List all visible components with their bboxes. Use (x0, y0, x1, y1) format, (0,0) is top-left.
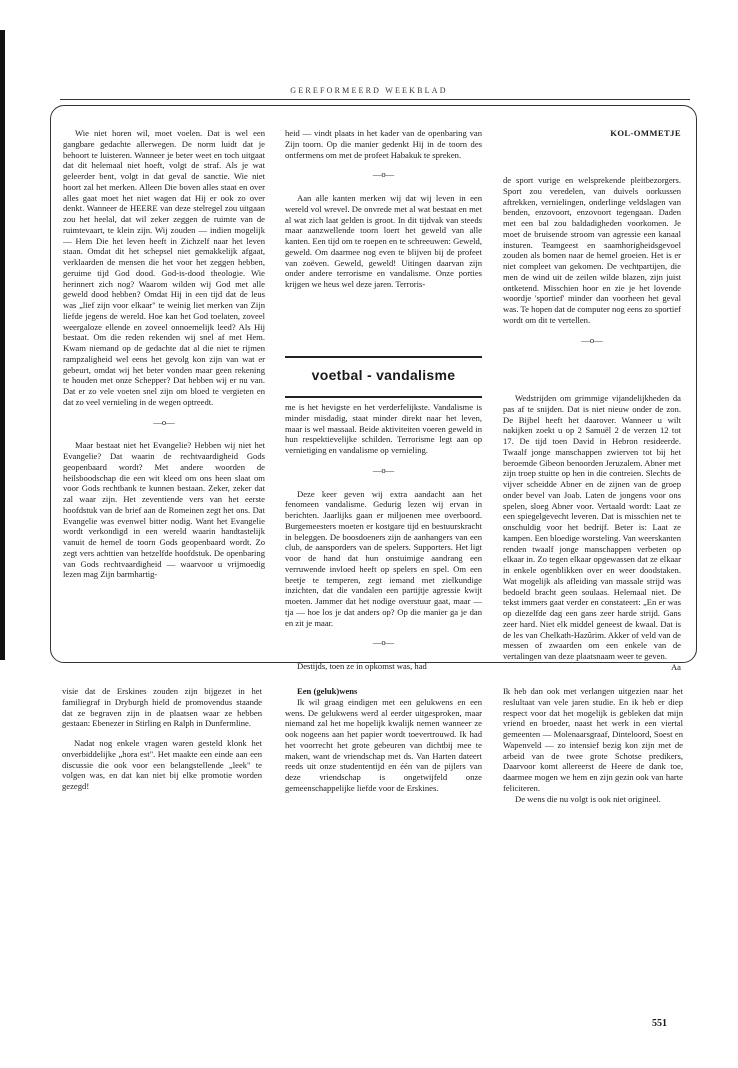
paragraph: de sport vurige en welsprekende pleitbezorgers. Sport zou veredelen, van duivels oorkussen aftrekken, vernielingen, onderlinge veldslagen van benden, enzovoort, enzovoort tegengaan. Daden met een bal zou baldadigheden voorkomen. Je moet de bruisende stroom van agressie een kanaal insturen. Teamgeest en saamhorigheidsgevoel zouden als bomen naar de hemel groeien. Het is er niet compleet van gekomen. De vechtpartijen, die men de wind uit de zeilen wilde blazen, zijn juist ontketend. Misschien hoor en zie je het lovende woordje 'sportief' minder dan voorheen het geval was. Te hopen dat de computer nog eens zo sportief wordt om dit te vertellen. (503, 175, 681, 325)
paragraph: me is het hevigste en het verderfelijkste. Vandalisme is minder misdadig, staat minder direkt naar het leven, maar is wel massaal. Beide aktiviteiten voeren geweld in hun respektievelijke schilden. Terrorisme legt aan op vernietiging en vandalisme op vernieling. (285, 402, 482, 455)
separator: —o— (372, 637, 395, 648)
paragraph: visie dat de Erskines zouden zijn bijgezet in het familiegraf in Dryburgh hield de promovendus staande dat ze begraven zijn in de plaatsen waar ze hebben gestaan: Ebenezer in Stirling en Ralph in Dunfermline. (62, 686, 262, 729)
paragraph: heid — vindt plaats in het kader van de openbaring van Zijn toorn. Op die manier gedenkt Hij in de toorn des ontfermens om met de profeet Habakuk te spreken. (285, 128, 482, 160)
header-rule (60, 99, 690, 100)
paragraph: Deze keer geven wij extra aandacht aan het fenomeen vandalisme. Gedurig lezen wij ervan in berichten. Jaarlijks gaan er miljoenen mee overboord. Burgemeesters moeten er kostgare tijd en bestuurskracht in beleggen. De boosdoeners zijn de aanhangers van een club, de aansporders van de spelers. Supporters. Het ligt voor de hand dat hun onstuimige aandrang een verruwende invloed heeft op spelers en spel. Om een beetje te temperen, zegt iemand met zielkundige inzichten, dat die vandalen een partijtje agressie kwijt moeten. Jammer dat het nodige overstuur gaat, maar — tja — hoe los je dat anders op? Op die manier ga je dan en zit je maar. (285, 488, 482, 628)
scan-edge-bar (0, 30, 5, 660)
lower-column-3 (503, 686, 683, 804)
paragraph: Maar bestaat niet het Evangelie? Hebben wij niet het Evangelie? Dat waarin de rechtvaardigheid Gods geopenbaard wordt? Met andere woorden de heilsboodschap die een wit kleed om ons heen slaat om voor Gods rechtbank te kunnen bestaan. Zeker, zeker dat zal waar zijn. Het zeventiende vers van het eerste hoofdstuk van de brief aan de Romeinen zegt het ons. Dat Evangelie was evenwel bitter nodig. Want het Evangelie wordt verkondigd in een wereld waarin handtastelijk vanuit de hemel de toorn Gods geopenbaard wordt. Zo zegt vers achttien van hetzelfde hoofdstuk. De openbaring van Gods rechtvaardigheid — waarvoor u vrijmoedig lezen mag Zijn barmhartig- (63, 440, 265, 580)
paragraph: Wie niet horen wil, moet voelen. Dat is wel een gangbare gedachte allerwegen. De norm luidt dat je behoort te luisteren. Wanneer je beter weet en toch uitgaat dat dit helemaal niet hoeft, volgt de straf. Als je wat geleerder bent, volgt in dat geval de sanctie. Wie niet hoort zal het merken. Alleen Die boven alles staat en over alles gaat moet het niet wagen dat Hij er ook zo over denkt. Wanneer de HEERE van deze stelregel zou uitgaan zou het heelal, dat wil zeker zeggen de ruimte van de ruimtevaart, te klein zijn. Wij zouden — indien mogelijk — Hem Die het leven heeft in Zichzelf naar het leven staan. Omdat dit het schepsel niet gemakkelijk afgaat, verklaarden de mensen die het voor het zeggen hebben, geruime tijd God dood. God-is-dood theologie. Wie herinnert zich nog? Waarom wilden wij God met alle geweld dood hebben? Omdat Hij in een tijd dat de leus was „lief zijn voor elkaar" te weinig liet merken van Zijn liefde jegens de wereld. Hoe kan het God toelaten, zoveel weergaloze ellende en zoveel onnoemelijk leed? Als Hij bestaat. Om die reden rekenden wij snel af met Hem. Kwam niemand op de gedachte dat al die niet te rijmen rampzaligheid wel eens het gevolg kon zijn van wat er gebeurt, omdat wij het beter vonden maar geen rekening te houden met onze Schepper? Dat hebben wij er nu van. Dat er zo vele voeten snel zijn om bloed te vergieten en dat zo veel vernieling in de wegen optreedt. (63, 128, 265, 407)
paragraph: Aan alle kanten merken wij dat wij leven in een wereld vol wrevel. De onvrede met al wat bestaat en met al wat zich laat gelden is groot. In dit tijdvak van steeds maar aanzwellende toorn loert het geweld van alle kanten. Een tijd om te roepen en te schreeuwen: Geweld, geweld. Om daarmee nog even te blijven bij de profeet van zoëven. Geweld, geweld! Uitingen daarvan zijn onder andere terrorisme en vandalisme. Onze porties krijgen we heus wel deze jaren. Terroris- (285, 193, 482, 289)
article-title: voetbal - vandalisme (311, 367, 456, 383)
paragraph: Destijds, toen ze in opkomst was, had (297, 661, 427, 671)
separator: —o— (372, 169, 395, 180)
running-header: GEREFORMEERD WEEKBLAD (290, 86, 448, 95)
column-3 (503, 175, 681, 358)
column-2 (285, 128, 482, 290)
column-2-continued (285, 402, 482, 672)
paragraph: De wens die nu volgt is ook niet origineel. (515, 793, 661, 804)
separator: —o— (372, 464, 395, 475)
continued-marker: Aa (670, 661, 681, 672)
column-3-continued (503, 393, 681, 673)
paragraph: Nadat nog enkele vragen waren gesteld klonk het onverbiddelijke „hora est". Het maakte een einde aan een discussie die ook voor een belangstellende „leek" te volgen was, en dat kan niet bij elke promotie worden gezegd! (62, 738, 262, 791)
lower-column-1 (62, 686, 262, 792)
paragraph (503, 393, 681, 672)
article-title-box (285, 356, 482, 398)
paragraph: Ik heb dan ook met verlangen uitgezien naar het reslultaat van vele jaren studie. En ik heb er diep respect voor dat het mogelijk is gebleken dat mijn vriend en broeder, naast het werk in een viertal gemeenten — Molenaarsgraaf, Dinteloord, Soest en Wapenveld — zo intensief bezig kon zijn met de arbeid van de twee grote Schotse predikers, Daarvoor komt allereerst de Heere de dank toe, daarmee mogen we hem en zijn gezin ook van harte feliciteren. (503, 686, 683, 793)
page-number: 551 (652, 1018, 667, 1029)
column-1 (63, 128, 265, 580)
lower-column-2 (285, 686, 482, 794)
separator: —o— (153, 416, 175, 427)
section-heading: Een (geluk)wens (297, 686, 358, 696)
column-label: KOL-OMMETJE (610, 128, 681, 138)
separator: —o— (581, 334, 603, 345)
paragraph: Ik wil graag eindigen met een gelukwens en een wens. De gelukwens werd al eerder uitgesproken, maar niemand zal het me hopelijk kwalijk nemen wanneer ze ook nogeens aan het papier wordt toevertrouwd. Ik had het voorrecht het grote gebeuren van dichtbij mee te maken, want de vriendschap met ds. Van Harten dateert reeds uit onze studententijd en één van de pijlers van deze vriendschap is ongetwijfeld onze gemeenschappelijke liefde voor de Erskines. (285, 696, 482, 793)
paragraph-text: Wedstrijden om grimmige vijandelijkheden da pas af te snijden. Dat is niet nieuw onder de zon. De Bijbel heeft het daarover. Wanneer u wilt nakijken zoekt u op 2 Samuël 2 de verzen 12 tot 17. De tijd toen David in Hebron resideerde. Twaalf jonge manschappen zwierven tot bij het beroemde Gibeon benoorden Jeruzalem. Abner met zijn troep stuitte op hen in die contreien. Slechts de vijver scheidde Abner en de zijnen van de groep onder bevel van Joab. Laten de jongens voor ons spelen, sloeg Abner voor. Vertaald wordt: Laat ze een spiegelgevecht leveren. Dat is misschien net te onschuldig voor het bedrijf. Beter is: Laat ze kampen. Een bloedige worsteling. Van weerskanten renden twaalf jonge manschappen verbeten op elkaar in. Zo tegen elkaar opgewassen dat ze elkaar in enkele ogenblikken over en weer doodstaken. Wat mogelijk als afleiding van massale strijd was bedoeld bracht geen soulaas. Helemaal niet. De tekst immers gaat verder en constateert: „En er was op diezelfde dag een gans zeer harde strijd. Gans zeer hard. Niet elk middel geneest de kwaal. Dat is de les van Chelkath-Hazûrim. Akker of veld van de messen of zwaarden om een enkele van de vertalingen van deze plaatsnaam weer te geven. (503, 393, 681, 661)
